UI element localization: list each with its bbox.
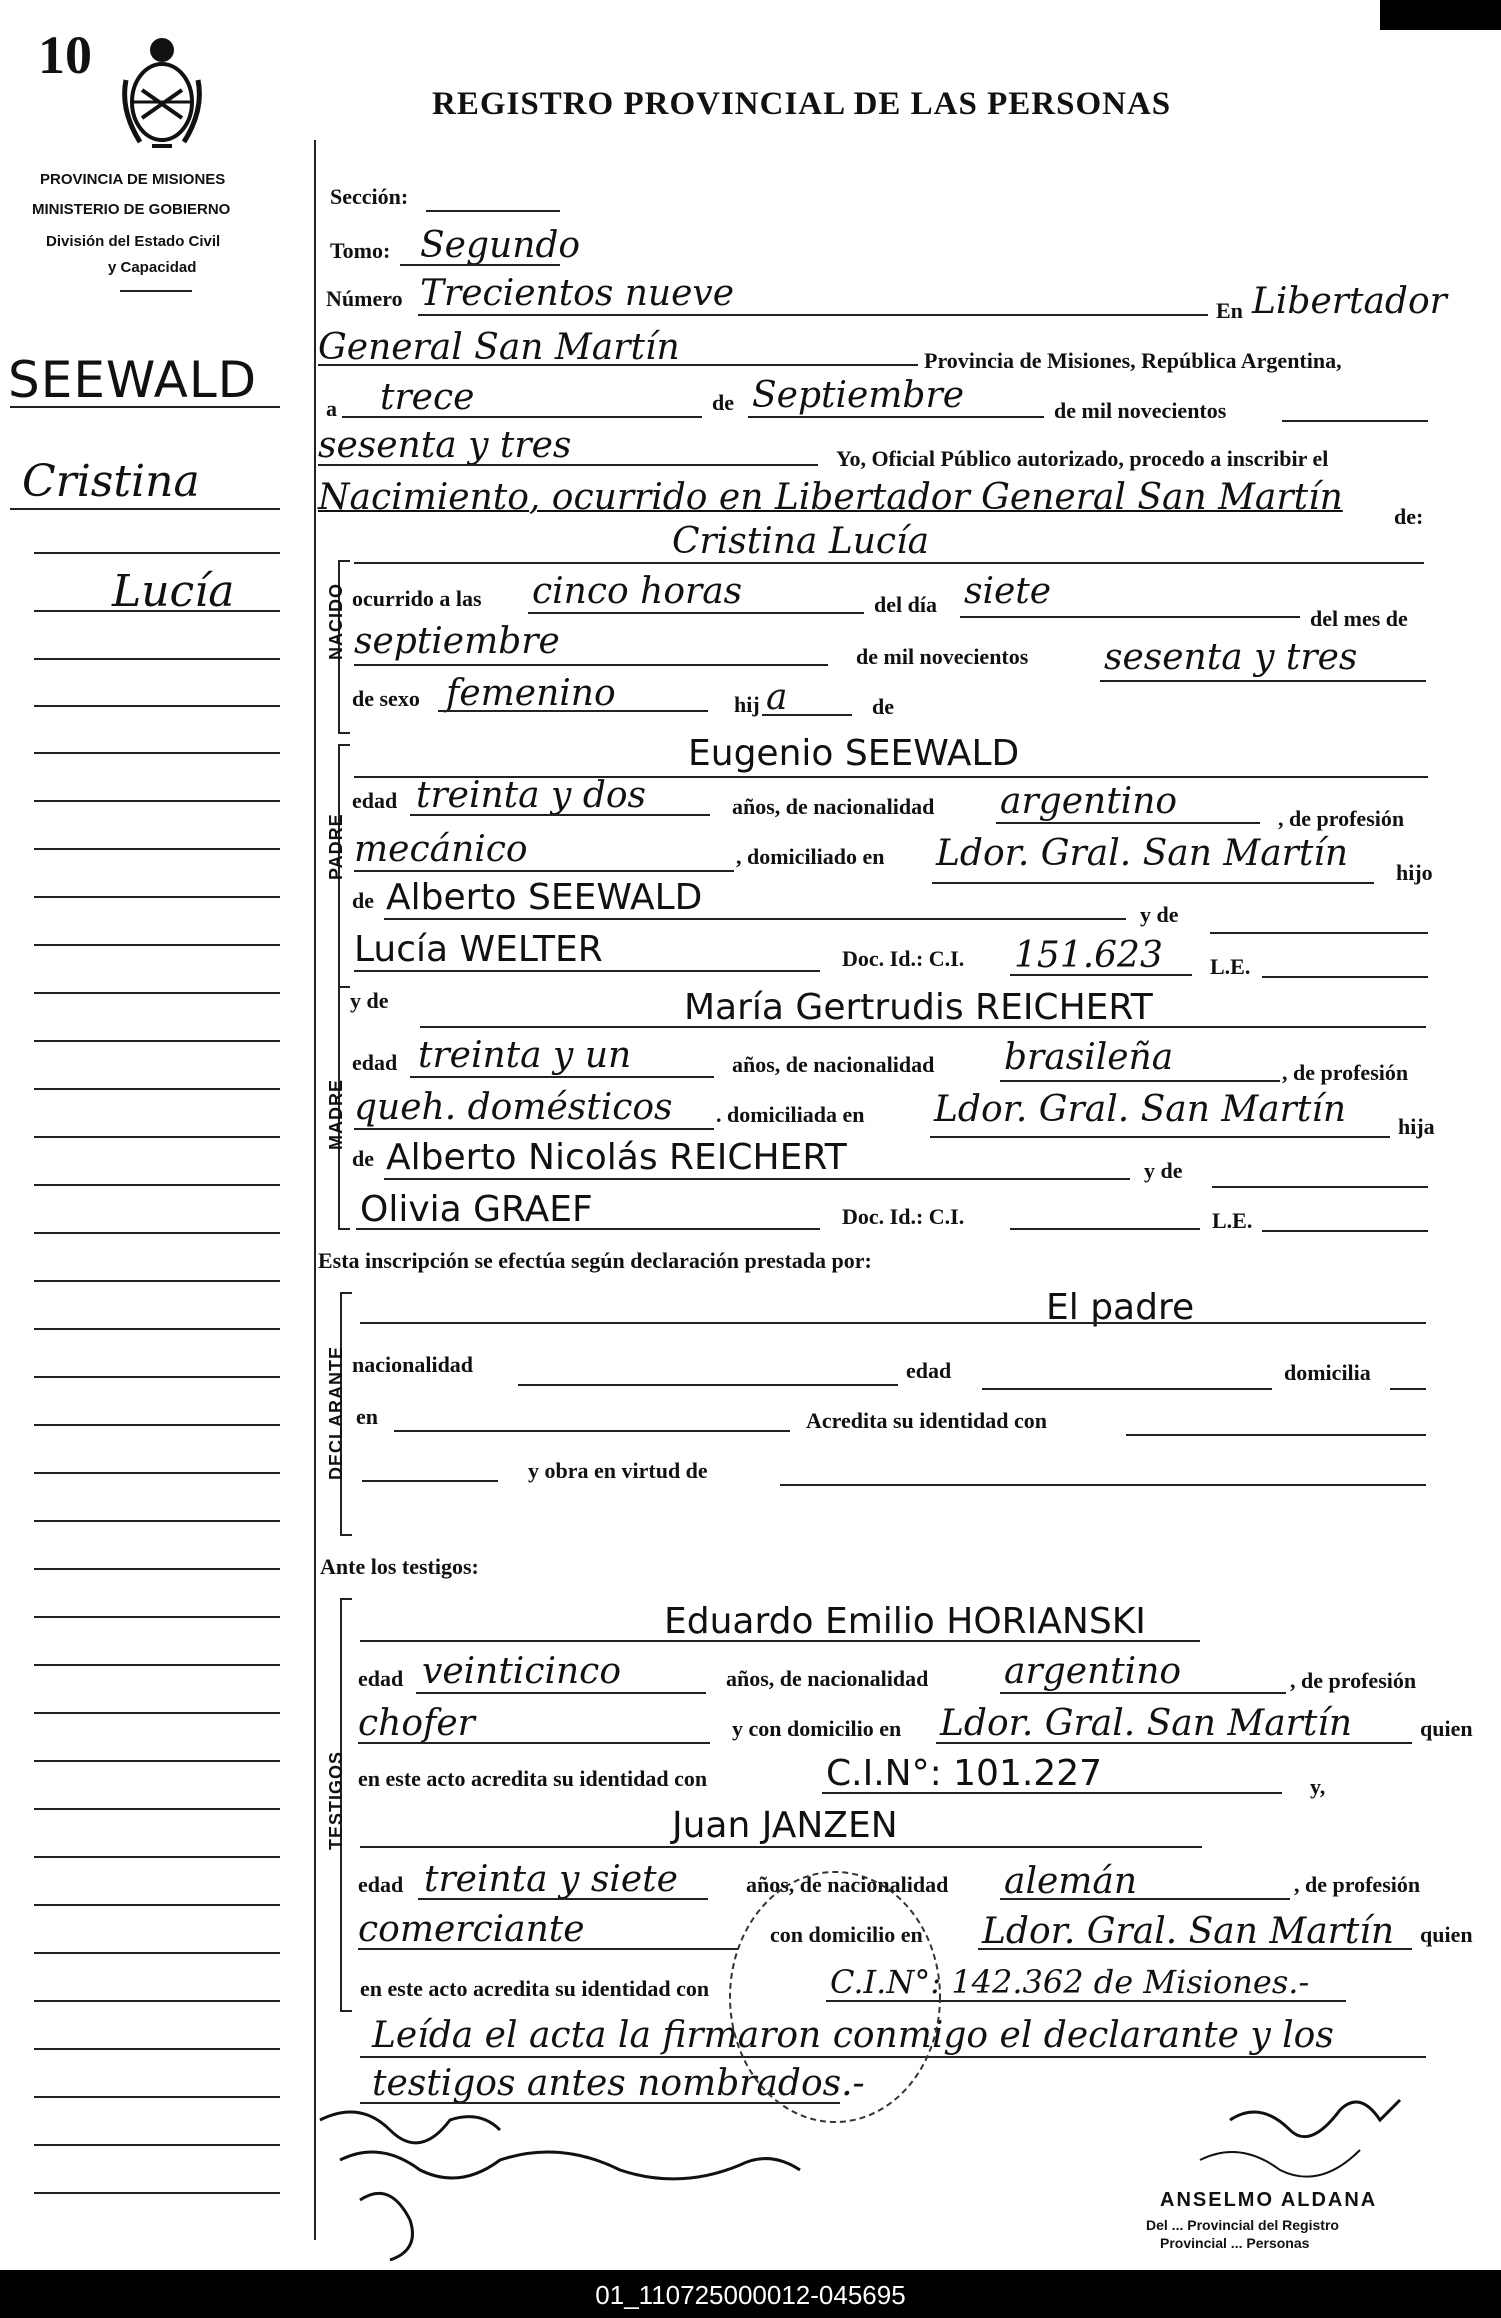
agency-line-1: PROVINCIA DE MISIONES (40, 171, 226, 188)
padre-edad-line (410, 814, 710, 816)
t1-dom-label: y con domicilio en (732, 1716, 902, 1741)
t1-nombre-line (360, 1640, 1200, 1642)
madre-yde2-label: y de (1144, 1158, 1183, 1183)
corner-mark (1380, 0, 1501, 30)
padre-side-label: PADRE (326, 813, 346, 880)
t2-dom-label: con domicilio en (770, 1922, 923, 1947)
main-left-border (314, 140, 316, 2240)
madre-le-line (1262, 1230, 1428, 1232)
coat-of-arms-icon (116, 30, 208, 160)
declarante-line (360, 1322, 1426, 1324)
hij-value: a (766, 677, 788, 718)
t1-y-label: y, (1310, 1774, 1326, 1799)
anio-value: sesenta y tres (318, 425, 572, 466)
mes-nac-value: septiembre (354, 621, 560, 662)
t2-edad-label: edad (358, 1872, 404, 1897)
t2-prof-line (358, 1948, 738, 1950)
decl-en-line (394, 1430, 790, 1432)
t2-dom-line (978, 1948, 1412, 1950)
padre-padre-line (384, 918, 1126, 920)
padre-madre-line (354, 970, 820, 972)
madre-hija-label: hija (1398, 1114, 1435, 1139)
tomo-line (400, 264, 560, 266)
padre-nac-line (996, 822, 1260, 824)
t1-edad-label: edad (358, 1666, 404, 1691)
padre-hijo-label: hijo (1396, 860, 1433, 885)
padre-prof-value: mecánico (354, 829, 528, 870)
cierre-line-2: testigos antes nombrados.- (372, 2063, 865, 2104)
padre-nombre-value: Eugenio SEEWALD (688, 733, 1020, 774)
t2-edad-line (418, 1898, 708, 1900)
tomo-label: Tomo: (330, 238, 391, 263)
madre-de-label: de (352, 1146, 374, 1171)
padre-padre-value: Alberto SEEWALD (386, 877, 703, 918)
decl-acredita-label: Acredita su identidad con (806, 1408, 1048, 1433)
decl-obra-label: y obra en virtud de (528, 1458, 708, 1483)
declarante-value: El padre (1046, 1287, 1195, 1328)
decl-obra-line (780, 1484, 1426, 1486)
hecho-value: Nacimiento, ocurrido en Libertador General San Martín (318, 477, 1343, 518)
place-value: General San Martín (318, 327, 680, 368)
padre-le-line (1262, 976, 1428, 978)
del-dia-label: del día (874, 592, 937, 617)
padre-dom-line (932, 882, 1374, 884)
t1-anos-label: años, de nacionalidad (726, 1666, 929, 1691)
agency-underline (120, 290, 192, 292)
document-title: REGISTRO PROVINCIAL DE LAS PERSONAS (432, 86, 1172, 122)
t2-anos-label: años, de nacionalidad (746, 1872, 949, 1897)
nacido-side-label: NACIDO (326, 583, 346, 660)
madre-nombre-line (420, 1026, 1426, 1028)
testigos-side-label: TESTIGOS (326, 1750, 346, 1850)
decl-en-label: en (356, 1404, 378, 1429)
padre-madre-value: Lucía WELTER (354, 929, 603, 970)
madre-prof-value: queh. domésticos (354, 1087, 673, 1128)
numero-value: Trecientos nueve (420, 273, 735, 314)
mes-nac-line (354, 664, 828, 666)
madre-nac-line (1000, 1080, 1280, 1082)
decl-edad-label: edad (906, 1358, 952, 1383)
t1-acredita-label: en este acto acredita su identidad con (358, 1766, 708, 1791)
t1-id-value: C.I.N°: 101.227 (826, 1753, 1103, 1794)
madre-dom-label: . domiciliada en (716, 1102, 865, 1127)
decl-edad-line (982, 1388, 1272, 1390)
t2-quien-label: quien (1420, 1922, 1473, 1947)
del-mes-label: del mes de (1310, 606, 1408, 631)
madre-le-label: L.E. (1212, 1208, 1253, 1233)
hora-line (528, 612, 864, 614)
madre-prof-label: , de profesión (1282, 1060, 1409, 1085)
en-label: En (1216, 298, 1243, 323)
madre-yde-label: y de (350, 988, 389, 1013)
declarante-side-label: DECLARANTE (326, 1346, 346, 1480)
padre-yde-line (1210, 932, 1428, 934)
decl-obra-pre-line (362, 1480, 498, 1482)
dia-nac-value: siete (964, 571, 1052, 612)
signatory-name: ANSELMO ALDANA (1160, 2189, 1378, 2211)
madre-yde2-line (1212, 1186, 1428, 1188)
footer-bar (0, 2270, 1501, 2318)
cierre-line-1: Leída el acta la firmaron conmigo el declarante y los (372, 2015, 1334, 2056)
ante-testigos-label: Ante los testigos: (320, 1554, 479, 1579)
t2-nac-line (1000, 1898, 1290, 1900)
agency-line-3: División del Estado Civil (46, 233, 221, 250)
madre-edad-value: treinta y un (418, 1035, 632, 1076)
madre-madre-line (356, 1228, 820, 1230)
padre-edad-value: treinta y dos (416, 775, 647, 816)
ocurrido-label: ocurrido a las (352, 586, 482, 611)
margin-name-1: Cristina (22, 456, 200, 507)
padre-doc-label: Doc. Id.: C.I. (842, 946, 965, 971)
madre-madre-value: Olivia GRAEF (360, 1189, 593, 1230)
t1-nac-line (1000, 1692, 1286, 1694)
dia-value: trece (380, 377, 475, 418)
margin-name-2: Lucía (112, 566, 235, 617)
madre-ci-line (1010, 1228, 1200, 1230)
padre-nac-value: argentino (1000, 781, 1178, 822)
madre-padre-line (384, 1178, 1130, 1180)
padre-anos-label: años, de nacionalidad (732, 794, 935, 819)
padre-dom-label: , domiciliado en (736, 844, 885, 869)
signatory-line-2: Del ... Provincial del Registro (1146, 2217, 1339, 2233)
margin-surname: SEEWALD (8, 351, 258, 409)
t1-prof-label: , de profesión (1290, 1668, 1417, 1693)
signatures-scribble (300, 2090, 1500, 2270)
tomo-value: Segundo (420, 225, 581, 266)
madre-edad-label: edad (352, 1050, 398, 1075)
decl-nac-line (518, 1384, 898, 1386)
padre-ci-value: 151.623 (1014, 935, 1163, 976)
t1-quien-label: quien (1420, 1716, 1473, 1741)
t2-prof-label: , de profesión (1294, 1872, 1421, 1897)
t2-acredita-label: en este acto acredita su identidad con (360, 1976, 710, 2001)
t1-id-line (822, 1792, 1282, 1794)
dia-line (342, 416, 702, 418)
declaracion-label: Esta inscripción se efectúa según declaración prestada por: (318, 1248, 872, 1273)
t2-prof-value: comerciante (358, 1909, 585, 1950)
padre-yde-label: y de (1140, 902, 1179, 927)
mil-line (1282, 420, 1428, 422)
t1-edad-value: veinticinco (422, 1651, 622, 1692)
anio-line (318, 464, 818, 466)
mil-novecientos-label: de mil novecientos (1054, 398, 1227, 423)
madre-nombre-value: María Gertrudis REICHERT (684, 987, 1153, 1028)
dia-nac-line (960, 616, 1300, 618)
nombre-value: Cristina Lucía (672, 521, 930, 562)
sexo-label: de sexo (352, 686, 420, 711)
hora-value: cinco horas (532, 571, 743, 612)
yo-oficial-label: Yo, Oficial Público autorizado, procedo a inscribir el (836, 446, 1329, 471)
t1-nombre-value: Eduardo Emilio HORIANSKI (664, 1601, 1146, 1642)
t1-edad-line (416, 1692, 706, 1694)
numero-label: Número (326, 286, 403, 311)
t2-nac-value: alemán (1004, 1861, 1138, 1902)
madre-nac-value: brasileña (1004, 1037, 1174, 1078)
nombre-line (354, 562, 1424, 564)
padre-ci-line (1010, 974, 1192, 976)
agency-line-2: MINISTERIO DE GOBIERNO (32, 201, 231, 218)
t1-dom-line (936, 1742, 1412, 1744)
place-line (318, 364, 918, 366)
provincia-label: Provincia de Misiones, República Argentina, (924, 348, 1342, 373)
madre-doc-label: Doc. Id.: C.I. (842, 1204, 965, 1229)
de-label: de (712, 390, 734, 415)
mes-value: Septiembre (752, 375, 964, 416)
padre-dom-value: Ldor. Gral. San Martín (936, 833, 1349, 874)
anio-nac-value: sesenta y tres (1104, 637, 1358, 678)
padre-le-label: L.E. (1210, 954, 1251, 979)
padre-edad-label: edad (352, 788, 398, 813)
t1-prof-line (358, 1742, 710, 1744)
mes-line (748, 416, 1044, 418)
madre-prof-line (354, 1128, 714, 1130)
page-number: 10 (38, 25, 92, 85)
footer-code: 01_110725000012-045695 (595, 2280, 906, 2310)
decl-dom-line (1390, 1388, 1426, 1390)
en-value: Libertador (1252, 281, 1447, 322)
hij-label: hij (734, 692, 760, 717)
padre-prof-label: , de profesión (1278, 806, 1405, 831)
hij-line (762, 714, 852, 716)
t1-dom-value: Ldor. Gral. San Martín (940, 1703, 1353, 1744)
t1-nac-value: argentino (1004, 1651, 1182, 1692)
de-hij-label: de (872, 694, 894, 719)
seccion-label: Sección: (330, 184, 409, 209)
decl-nac-label: nacionalidad (352, 1352, 474, 1377)
madre-edad-line (410, 1076, 714, 1078)
padre-prof-line (354, 870, 734, 872)
numero-line (418, 314, 1208, 316)
madre-dom-line (930, 1136, 1390, 1138)
t1-prof-value: chofer (358, 1703, 475, 1744)
madre-padre-value: Alberto Nicolás REICHERT (386, 1137, 847, 1178)
mil-nov-2-label: de mil novecientos (856, 644, 1029, 669)
anio-nac-line (1100, 680, 1426, 682)
madre-dom-value: Ldor. Gral. San Martín (934, 1089, 1347, 1130)
t2-edad-value: treinta y siete (424, 1859, 678, 1900)
sexo-line (438, 710, 708, 712)
decl-acredita-line (1126, 1434, 1426, 1436)
decl-domicilia-label: domicilia (1284, 1360, 1371, 1385)
t2-id-value: C.I.N°: 142.362 de Misiones.- (830, 1963, 1310, 2001)
seccion-line (426, 210, 560, 212)
t2-dom-value: Ldor. Gral. San Martín (982, 1911, 1395, 1952)
padre-de-label: de (352, 888, 374, 913)
de-colon-label: de: (1394, 504, 1424, 529)
madre-anos-label: años, de nacionalidad (732, 1052, 935, 1077)
a-label: a (326, 396, 337, 421)
agency-line-4: y Capacidad (108, 259, 197, 276)
signatory-line-3: Provincial ... Personas (1160, 2235, 1310, 2251)
t2-nombre-line (360, 1846, 1202, 1848)
t2-nombre-value: Juan JANZEN (672, 1805, 898, 1846)
sexo-value: femenino (446, 673, 616, 714)
madre-side-label: MADRE (326, 1079, 346, 1150)
